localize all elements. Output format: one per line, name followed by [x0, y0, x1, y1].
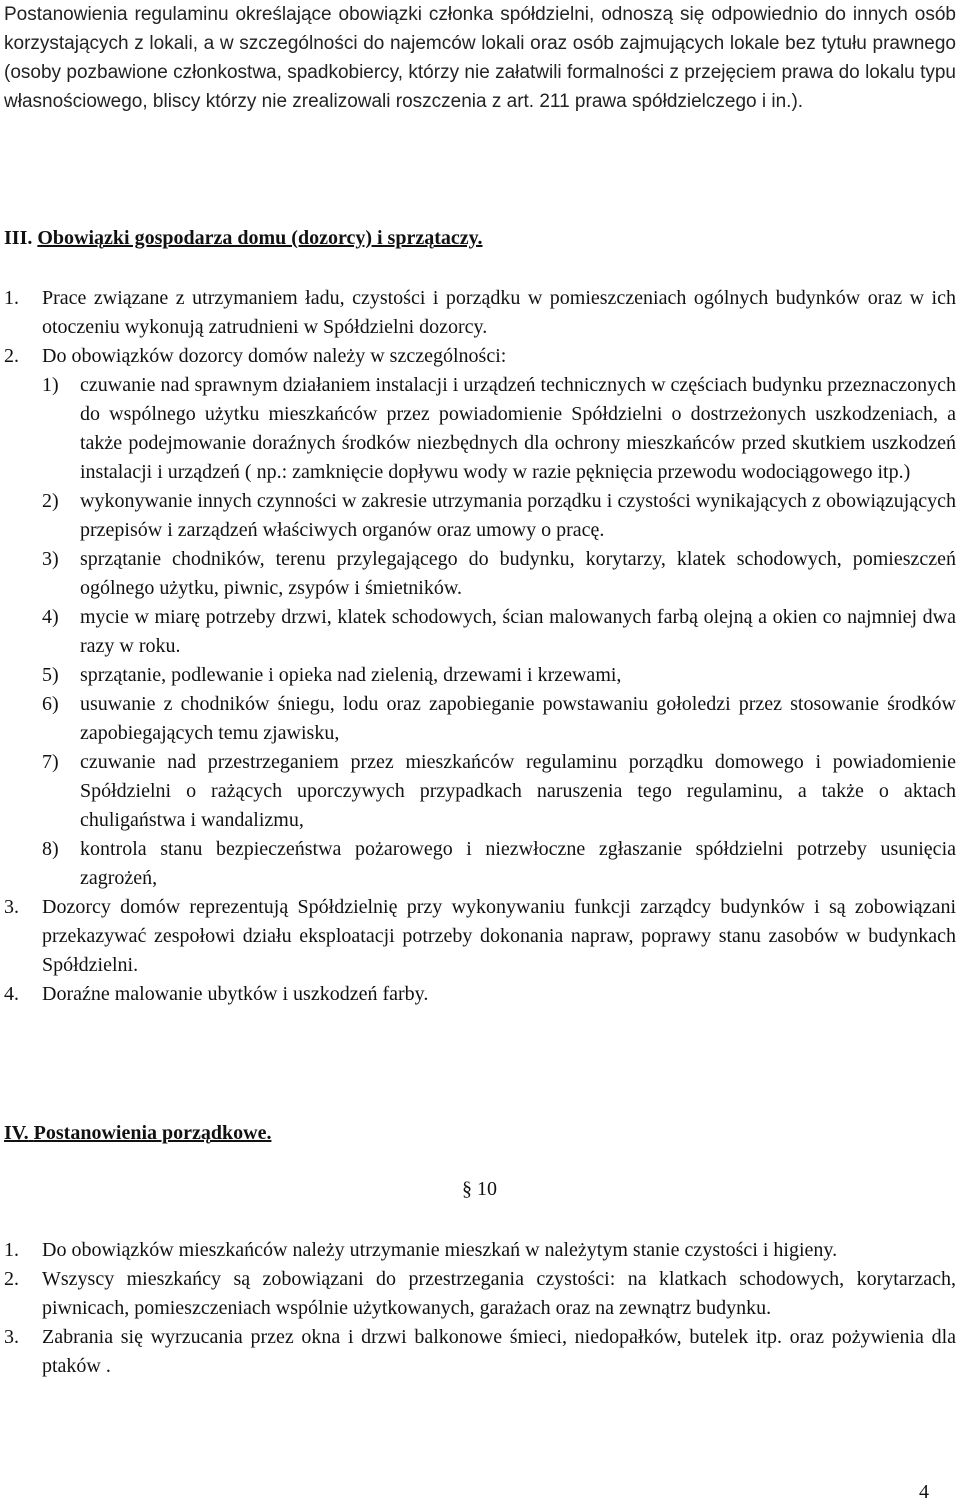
sublist-item: [42, 603, 956, 661]
section-number: IV.: [4, 1122, 29, 1144]
list-item-text: Do obowiązków mieszkańców należy utrzymanie mieszkań w należytym stanie czystości i higieny.: [42, 1239, 838, 1261]
order-rules-list: [4, 1236, 956, 1381]
sublist-item-text: wykonywanie innych czynności w zakresie utrzymania porządku i czystości wynikających z obowiązujących przepisów i zarządzeń właściwych organów oraz umowy o pracę.: [80, 490, 956, 541]
list-marker: 1.: [4, 287, 19, 309]
section-heading-III: [4, 227, 483, 250]
list-item-text: Zabrania się wyrzucania przez okna i drzwi balkonowe śmieci, niedopałków, butelek itp. oraz pożywienia dla ptaków .: [42, 1326, 956, 1377]
sublist-item: [42, 690, 956, 748]
caretaker-duties-sublist: [42, 371, 956, 893]
sublist-marker: 2): [42, 490, 59, 512]
page-number: 4: [919, 1481, 929, 1503]
sublist-item-text: sprzątanie, podlewanie i opieka nad zielenią, drzewami i krzewami,: [80, 664, 622, 686]
list-item-text: Do obowiązków dozorcy domów należy w szczególności:: [42, 345, 507, 367]
list-item: [4, 893, 956, 980]
list-item: [4, 980, 956, 1009]
section-title: Obowiązki gospodarza domu (dozorcy) i sprzątaczy.: [37, 227, 483, 249]
sublist-marker: 8): [42, 838, 59, 860]
sublist-item-text: sprzątanie chodników, terenu przylegającego do budynku, korytarzy, klatek schodowych, pomieszczeń ogólnego użytku, piwnic, zsypów i śmietników.: [80, 548, 956, 599]
list-marker: 3.: [4, 1326, 19, 1348]
sublist-item: [42, 835, 956, 893]
list-item-text: Wszyscy mieszkańcy są zobowiązani do przestrzegania czystości: na klatkach schodowych, korytarzach, piwnicach, pomieszczeniach wspólnie użytkowanych, garażach oraz na zewnątrz budynku.: [42, 1268, 956, 1319]
list-marker: 2.: [4, 345, 19, 367]
paragraph-number: § 10: [462, 1178, 497, 1200]
duties-list: [4, 284, 956, 1009]
sublist-marker: 3): [42, 548, 59, 570]
sublist-item: [42, 545, 956, 603]
list-item: [4, 284, 956, 342]
sublist-marker: 6): [42, 693, 59, 715]
list-marker: 3.: [4, 896, 19, 918]
list-item: [4, 1323, 956, 1381]
sublist-item: [42, 661, 956, 690]
sublist-item: [42, 487, 956, 545]
list-item: [4, 342, 956, 893]
list-marker: 2.: [4, 1268, 19, 1290]
document-page: [4, 0, 956, 1503]
list-marker: 4.: [4, 983, 19, 1005]
sublist-item: [42, 748, 956, 835]
list-marker: 1.: [4, 1239, 19, 1261]
intro-paragraph: Postanowienia regulaminu określające obowiązki członka spółdzielni, odnoszą się odpowiednio do innych osób korzystających z lokali, a w szczególności do najemców lokali oraz osób zajmujących lokale bez tytułu prawnego (osoby pozbawione członkostwa, spadkobiercy, którzy nie załatwili formalności z przejęciem prawa do lokalu typu własnościowego, bliscy którzy nie zrealizowali roszczenia z art. 211 prawa spółdzielczego i in.).: [4, 4, 956, 112]
list-item-text: Dozorcy domów reprezentują Spółdzielnię przy wykonywaniu funkcji zarządcy budynków i są zobowiązani przekazywać zespołowi działu eksploatacji potrzeby dokonania napraw, poprawy stanu zasobów w budynkach Spółdzielni.: [42, 896, 956, 976]
section-number: III.: [4, 227, 33, 249]
sublist-marker: 5): [42, 664, 59, 686]
sublist-marker: 4): [42, 606, 59, 628]
sublist-item: [42, 371, 956, 487]
sublist-item-text: kontrola stanu bezpieczeństwa pożarowego i niezwłoczne zgłaszanie spółdzielni potrzeby usunięcia zagrożeń,: [80, 838, 956, 889]
list-item-text: Prace związane z utrzymaniem ładu, czystości i porządku w pomieszczeniach ogólnych budynków oraz w ich otoczeniu wykonują zatrudnieni w Spółdzielni dozorcy.: [42, 287, 956, 338]
section-heading-IV: [4, 1122, 271, 1145]
list-item: [4, 1265, 956, 1323]
sublist-item-text: usuwanie z chodników śniegu, lodu oraz zapobieganie powstawaniu gołoledzi przez stosowanie środków zapobiegających temu zjawisku,: [80, 693, 956, 744]
list-item-text: Doraźne malowanie ubytków i uszkodzeń farby.: [42, 983, 429, 1005]
list-item: [4, 1236, 956, 1265]
section-title: Postanowienia porządkowe.: [33, 1122, 272, 1144]
sublist-item-text: czuwanie nad przestrzeganiem przez mieszkańców regulaminu porządku domowego i powiadomienie Spółdzielni o rażących uporczywych przypadkach naruszenia tego regulaminu, a także o aktach chuligaństwa i wandalizmu,: [80, 751, 956, 831]
sublist-marker: 1): [42, 374, 59, 396]
sublist-marker: 7): [42, 751, 59, 773]
sublist-item-text: czuwanie nad sprawnym działaniem instalacji i urządzeń technicznych w częściach budynku przeznaczonych do wspólnego użytku mieszkańców przez powiadomienie Spółdzielni o dostrzeżonych uszkodzeniach, a także podejmowanie doraźnych środków niezbędnych dla ochrony mieszkańców przed skutkiem uszkodzeń instalacji i urządzeń ( np.: zamknięcie dopływu wody w razie pęknięcia przewodu wodociągowego itp.): [80, 374, 956, 483]
sublist-item-text: mycie w miarę potrzeby drzwi, klatek schodowych, ścian malowanych farbą olejną a okien co najmniej dwa razy w roku.: [80, 606, 956, 657]
